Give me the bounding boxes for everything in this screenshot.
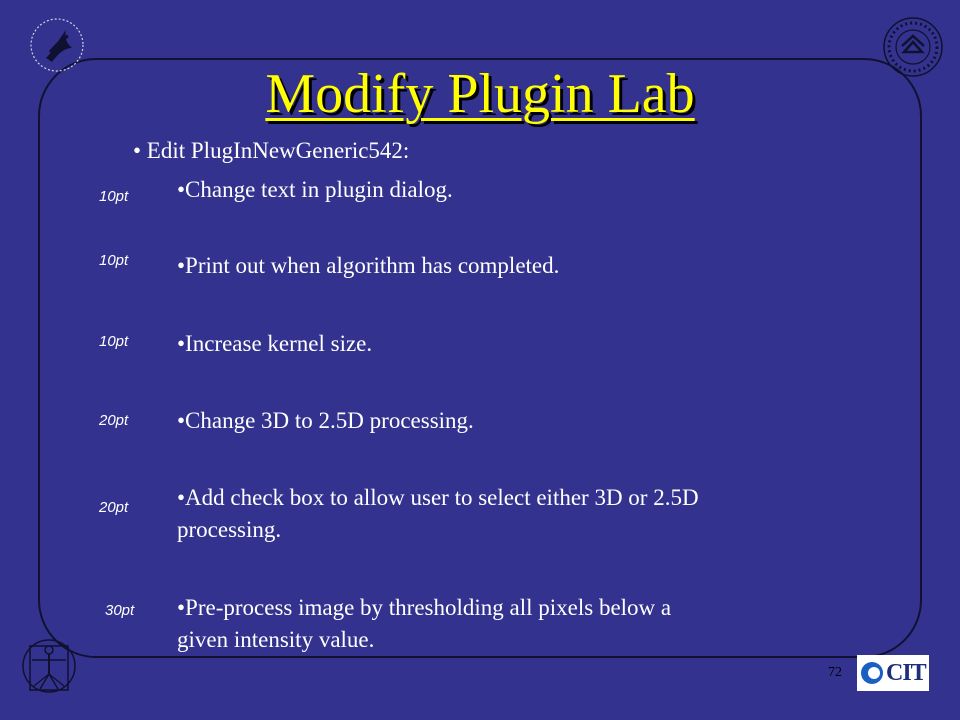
subtitle: • Edit PlugInNewGeneric542: <box>133 138 410 163</box>
pt-label: 20pt <box>99 499 129 516</box>
bullet-text: •Print out when algorithm has completed. <box>177 253 560 278</box>
bullet-text: •Pre-process image by thresholding all pixels below a given intensity value. <box>177 595 672 652</box>
list-item <box>177 405 474 437</box>
list-item <box>177 482 699 546</box>
list-item <box>177 250 559 282</box>
cit-logo-text: CIT <box>886 659 926 686</box>
cit-logo <box>857 655 929 691</box>
page-number: 72 <box>828 665 842 680</box>
slide-title: Modify Plugin Lab <box>265 63 695 125</box>
pt-label: 30pt <box>105 602 135 619</box>
list-item <box>177 328 372 360</box>
pt-label: 10pt <box>99 252 129 269</box>
pt-label: 20pt <box>99 412 129 429</box>
list-item <box>177 592 671 656</box>
cit-swirl-icon <box>861 662 883 684</box>
bullet-text: •Add check box to allow user to select either 3D or 2.5D processing. <box>177 485 699 542</box>
bullet-text: •Increase kernel size. <box>177 331 373 356</box>
bullet-text: •Change text in plugin dialog. <box>177 177 453 202</box>
pt-label: 10pt <box>99 333 129 350</box>
bullet-text: •Change 3D to 2.5D processing. <box>177 408 474 433</box>
pt-label: 10pt <box>99 188 129 205</box>
vitruvian-man-logo <box>20 626 78 694</box>
list-item <box>177 174 453 206</box>
